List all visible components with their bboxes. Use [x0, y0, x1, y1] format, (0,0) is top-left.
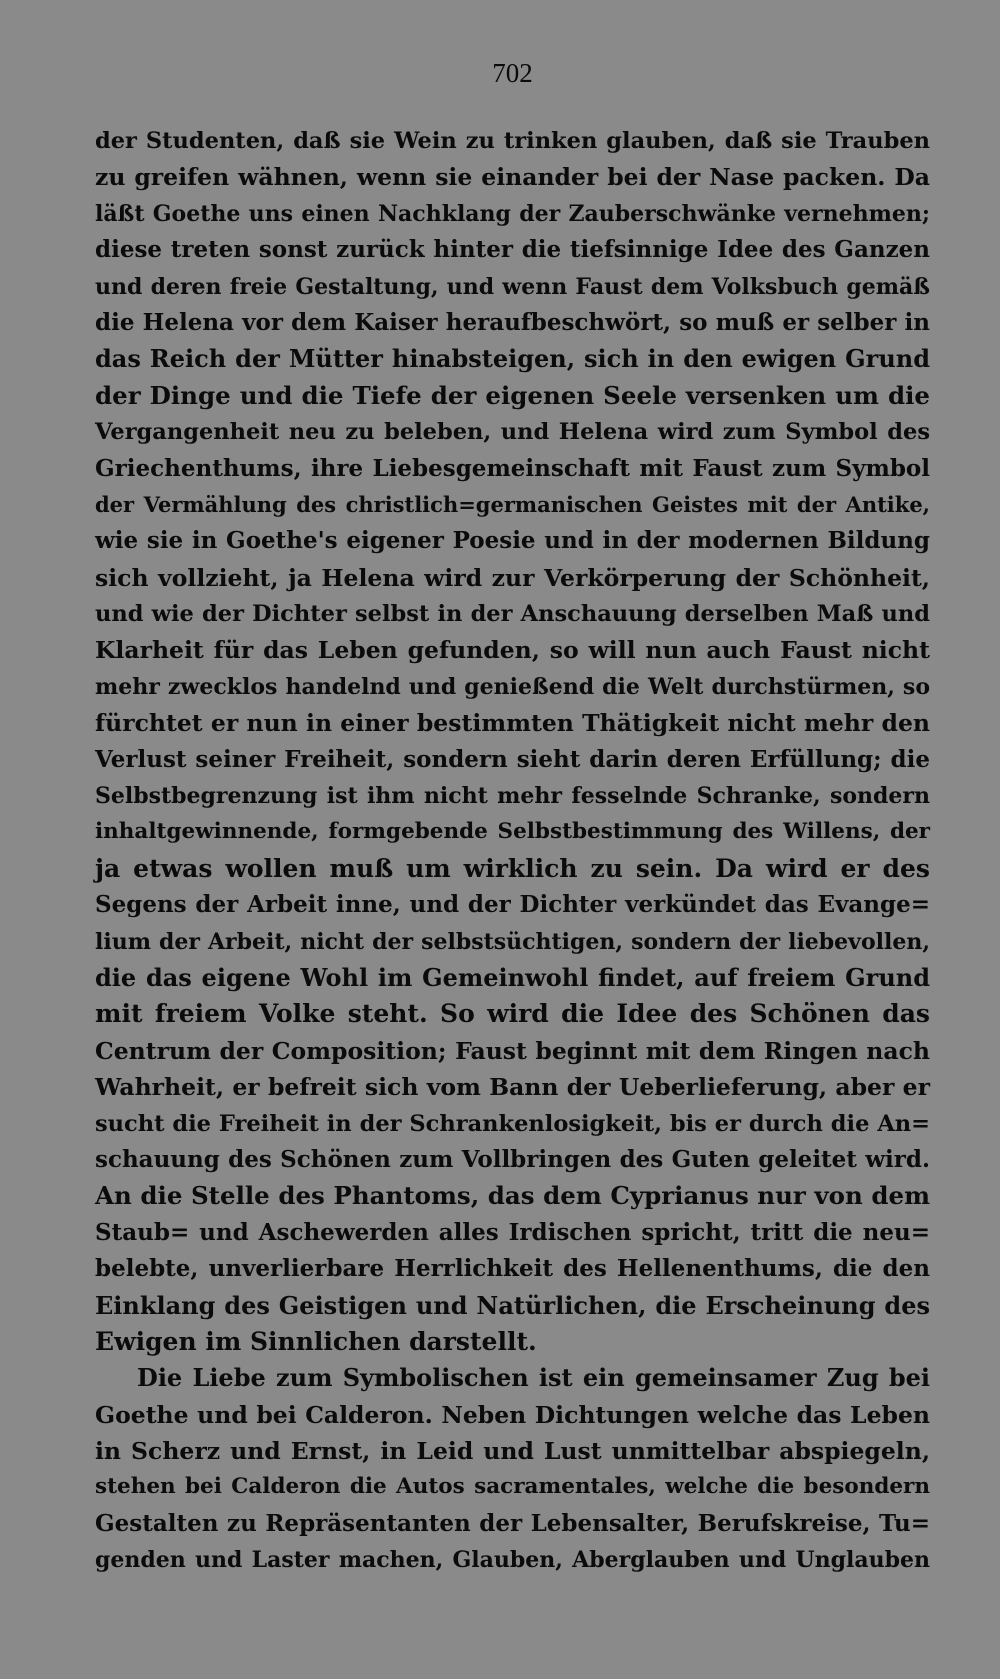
text-line: wie sie in Goethe's eigener Poesie und in der modernen Bildung — [95, 527, 930, 555]
text-line: Segens der Arbeit inne, und der Dichter verkündet das Evange= — [95, 891, 930, 919]
paragraph-start-line: Die Liebe zum Symbolischen ist ein gemeinsamer Zug bei — [137, 1363, 930, 1393]
text-line: mehr zwecklos handelnd und genießend die Welt durchstürmen, so — [95, 673, 930, 700]
text-line: das Reich der Mütter hinabsteigen, sich in den ewigen Grund — [95, 344, 930, 374]
text-line: Goethe und bei Calderon. Neben Dichtungen welche das Leben — [95, 1400, 930, 1429]
text-line: und deren freie Gestaltung, und wenn Faust dem Volksbuch gemäß — [95, 273, 930, 300]
text-line: Verlust seiner Freiheit, sondern sieht darin deren Erfüllung; die — [95, 745, 930, 773]
paragraph-end-line: Ewigen im Sinnlichen darstellt. — [95, 1326, 537, 1356]
text-line: die das eigene Wohl im Gemeinwohl findet, auf freiem Grund — [95, 962, 930, 992]
text-line: Wahrheit, er befreit sich vom Bann der Ueberlieferung, aber er — [95, 1073, 930, 1102]
text-line: der Vermählung des christlich=germanischen Geistes mit der Antike, — [95, 491, 930, 517]
text-line: Klarheit für das Leben gefunden, so will nun auch Faust nicht — [95, 636, 930, 665]
text-line: An die Stelle des Phantoms, das dem Cyprianus nur von dem — [95, 1181, 930, 1211]
text-line: und wie der Dichter selbst in der Anschauung derselben Maß und — [95, 601, 930, 628]
text-line: Vergangenheit neu zu beleben, und Helena wird zum Symbol des — [95, 419, 930, 446]
text-line: genden und Laster machen, Glauben, Aberglauben und Unglauben — [95, 1547, 930, 1574]
text-line: der Dinge und die Tiefe der eigenen Seele versenken um die — [95, 380, 930, 410]
text-line: die Helena vor dem Kaiser heraufbeschwört, so muß er selber in — [95, 308, 930, 336]
text-line: schauung des Schönen zum Vollbringen des Guten geleitet wird. — [95, 1145, 930, 1173]
text-line: Staub= und Aschewerden alles Irdischen spricht, tritt die neu= — [95, 1218, 930, 1246]
text-line: läßt Goethe uns einen Nachklang der Zauberschwänke vernehmen; — [95, 200, 930, 227]
text-line: Centrum der Composition; Faust beginnt mit dem Ringen nach — [95, 1036, 930, 1065]
text-line: fürchtet er nun in einer bestimmten Thätigkeit nicht mehr den — [95, 709, 930, 738]
text-line: in Scherz und Ernst, in Leid und Lust unmittelbar abspiegeln, — [95, 1437, 930, 1466]
text-line: stehen bei Calderon die Autos sacramentales, welche die besondern — [95, 1474, 930, 1500]
text-line: Gestalten zu Repräsentanten der Lebensalter, Berufskreise, Tu= — [95, 1509, 930, 1537]
text-line: sich vollzieht, ja Helena wird zur Verkörperung der Schönheit, — [95, 563, 930, 592]
text-line: ja etwas wollen muß um wirklich zu sein. Da wird er des — [95, 853, 930, 883]
text-line: lium der Arbeit, nicht der selbstsüchtigen, sondern der liebevollen, — [95, 928, 930, 955]
body-text — [95, 123, 930, 1579]
text-line: Selbstbegrenzung ist ihm nicht mehr fesselnde Schranke, sondern — [95, 783, 930, 810]
book-page — [95, 0, 930, 1679]
text-line: zu greifen wähnen, wenn sie einander bei der Nase packen. Da — [95, 163, 930, 192]
text-line: der Studenten, daß sie Wein zu trinken glauben, daß sie Trauben — [95, 128, 930, 154]
text-line: Griechenthums, ihre Liebesgemeinschaft mit Faust zum Symbol — [95, 454, 930, 482]
text-line: inhaltgewinnende, formgebende Selbstbestimmung des Willens, der — [95, 819, 930, 845]
text-line: diese treten sonst zurück hinter die tiefsinnige Idee des Ganzen — [95, 236, 930, 264]
page-number: 702 — [492, 58, 533, 88]
text-line: sucht die Freiheit in der Schrankenlosigkeit, bis er durch die An= — [95, 1110, 930, 1137]
text-line: mit freiem Volke steht. So wird die Idee des Schönen das — [95, 999, 930, 1029]
text-line: Einklang des Geistigen und Natürlichen, die Erscheinung des — [95, 1290, 930, 1320]
text-line: belebte, unverlierbare Herrlichkeit des Hellenenthums, die den — [95, 1255, 930, 1283]
